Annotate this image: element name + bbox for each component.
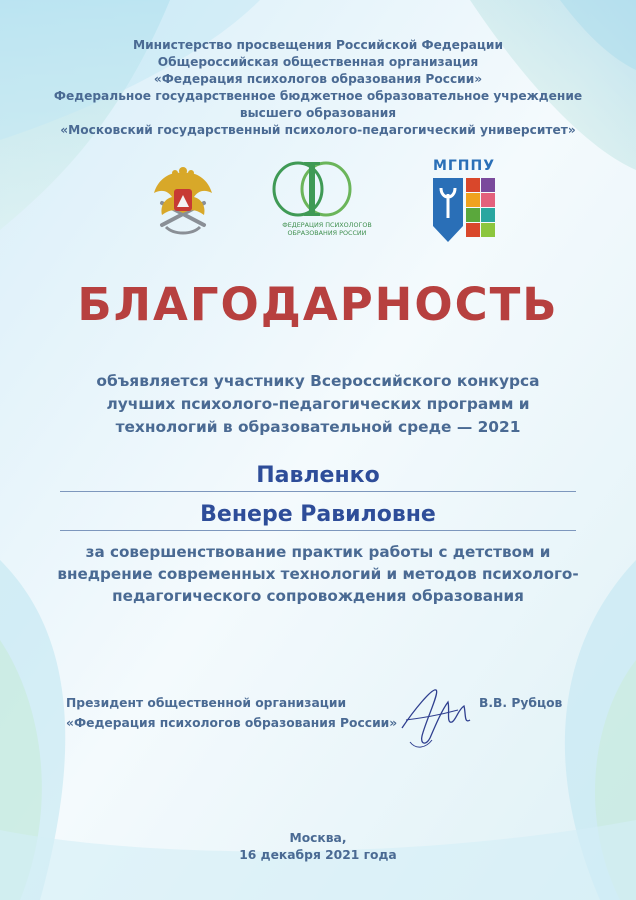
signer-position-line2: «Федерация психологов образования России» <box>66 716 398 730</box>
org-line: Общероссийская общественная организация <box>157 55 479 69</box>
intro-line: технологий в образовательной среде — 2021 <box>115 418 521 436</box>
fpo-logo <box>262 158 392 246</box>
reason-line: педагогического сопровождения образования <box>112 587 524 605</box>
russian-coat-of-arms-icon <box>148 163 218 241</box>
org-line: «Федерация психологов образования России» <box>153 72 483 86</box>
org-line: «Московский государственный психолого-педагогический университет» <box>60 123 576 137</box>
mgppu-emblem-icon <box>433 178 495 242</box>
intro-line: лучших психолого-педагогических программ и <box>106 395 530 413</box>
city: Москва, <box>289 831 347 845</box>
fpo-caption-line1: ФЕДЕРАЦИЯ ПСИХОЛОГОВ <box>282 221 372 229</box>
mgppu-logo <box>431 158 497 246</box>
signer-position <box>66 693 397 733</box>
certificate-intro <box>20 370 616 439</box>
mgppu-caption: МГППУ <box>432 158 496 174</box>
handwritten-signature <box>396 680 476 752</box>
certificate-title: БЛАГОДАРНОСТЬ <box>77 278 559 331</box>
reason-line: внедрение современных технологий и методов психолого- <box>57 565 579 583</box>
recipient-given-names: Венере Равиловне <box>60 500 576 531</box>
place-and-date <box>0 830 636 864</box>
signer-position-line1: Президент общественной организации <box>66 696 347 710</box>
signer-name: В.В. Рубцов <box>479 696 563 710</box>
reason-line: за совершенствование практик работы с детством и <box>85 543 551 561</box>
fpo-emblem-icon <box>268 158 356 220</box>
issuing-organizations <box>20 37 616 139</box>
award-reason <box>20 541 616 607</box>
org-line: Министерство просвещения Российской Федерации <box>132 38 504 52</box>
org-line: Федеральное государственное бюджетное образовательное учреждение <box>53 89 583 103</box>
org-line: высшего образования <box>239 106 397 120</box>
fpo-caption-line2: ОБРАЗОВАНИЯ РОССИИ <box>287 228 367 237</box>
date: 16 декабря 2021 года <box>239 848 397 862</box>
recipient-surname: Павленко <box>60 461 576 492</box>
intro-line: объявляется участнику Всероссийского конкурса <box>96 372 540 390</box>
